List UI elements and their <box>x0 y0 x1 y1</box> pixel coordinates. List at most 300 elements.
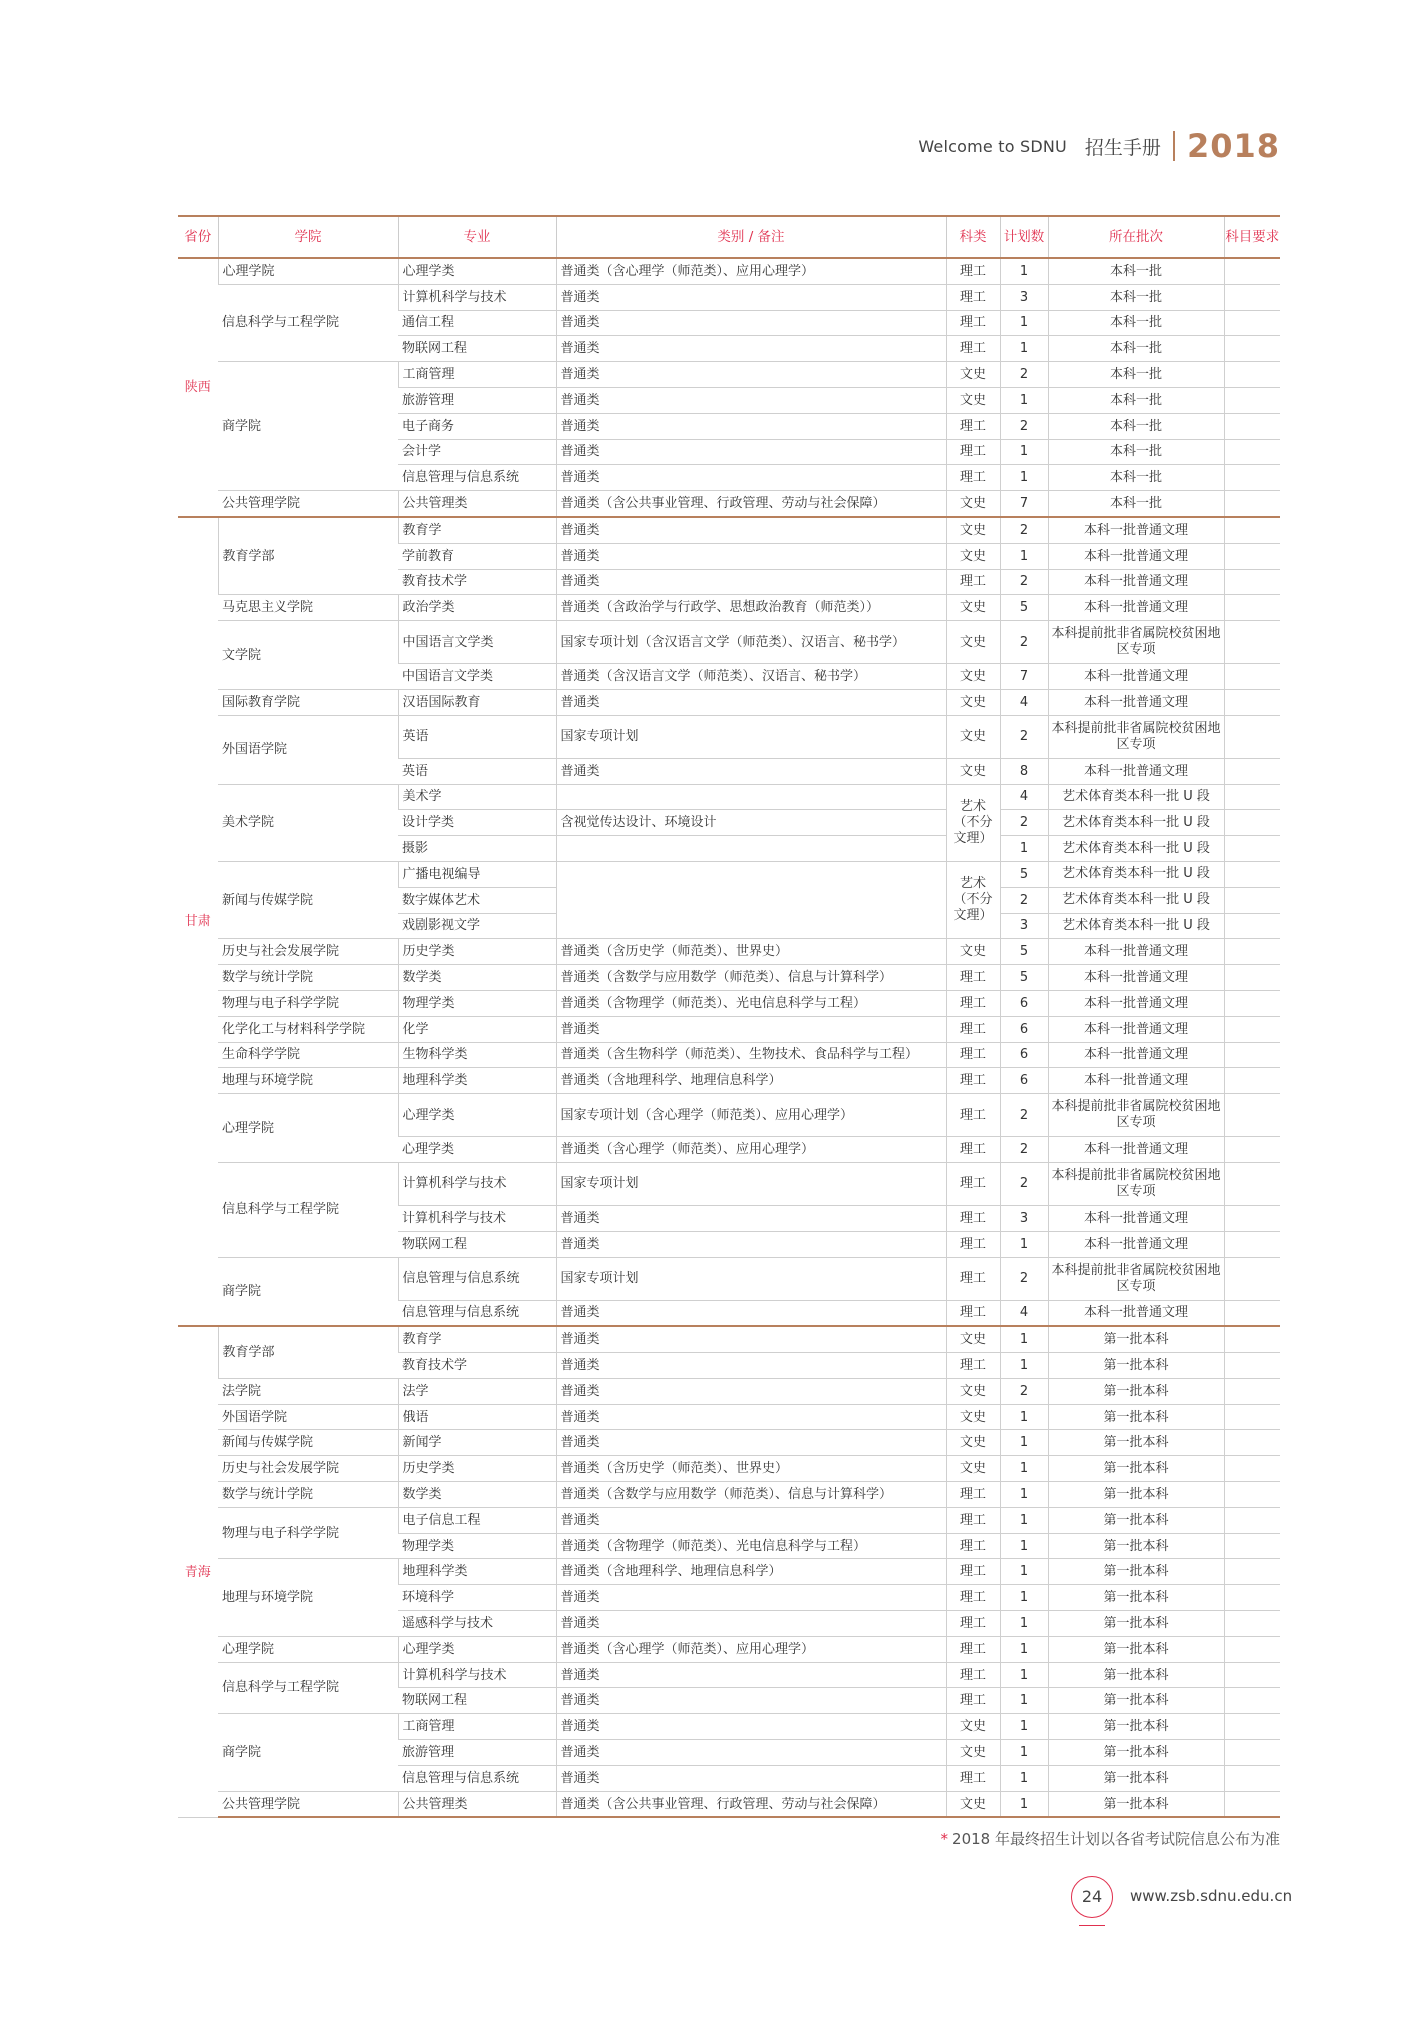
table-row <box>178 1016 1280 1042</box>
subject-requirement-cell <box>1224 836 1280 862</box>
plan-count-cell: 1 <box>1000 836 1048 862</box>
subject-type-cell: 文史 <box>946 387 1000 413</box>
major-cell: 地理科学类 <box>398 1559 556 1585</box>
major-cell: 美术学 <box>398 784 556 810</box>
plan-count-cell: 1 <box>1000 1353 1048 1379</box>
category-cell: 普通类 <box>556 569 946 595</box>
category-cell: 普通类 <box>556 1714 946 1740</box>
plan-count-cell: 7 <box>1000 491 1048 517</box>
plan-count-cell: 7 <box>1000 664 1048 690</box>
category-cell <box>556 836 946 862</box>
plan-count-cell: 3 <box>1000 913 1048 939</box>
table-row <box>178 861 1280 887</box>
major-cell: 中国语言文学类 <box>398 664 556 690</box>
subject-type-cell: 理工 <box>946 1205 1000 1231</box>
college-cell: 信息科学与工程学院 <box>218 1162 398 1257</box>
footnote-star: * <box>940 1830 949 1848</box>
subject-type-cell: 文史 <box>946 621 1000 664</box>
subject-type-cell: 理工 <box>946 465 1000 491</box>
subject-requirement-cell <box>1224 1765 1280 1791</box>
plan-count-cell: 2 <box>1000 413 1048 439</box>
subject-type-cell: 理工 <box>946 990 1000 1016</box>
subject-requirement-cell <box>1224 310 1280 336</box>
category-cell: 普通类（含地理科学、地理信息科学） <box>556 1559 946 1585</box>
subject-requirement-cell <box>1224 1482 1280 1508</box>
major-cell: 教育技术学 <box>398 569 556 595</box>
plan-count-cell: 2 <box>1000 569 1048 595</box>
table-body <box>178 258 1280 1817</box>
plan-count-cell: 1 <box>1000 1765 1048 1791</box>
table-row <box>178 1068 1280 1094</box>
major-cell: 工商管理 <box>398 1714 556 1740</box>
batch-cell: 第一批本科 <box>1048 1714 1224 1740</box>
category-cell: 普通类（含地理科学、地理信息科学） <box>556 1068 946 1094</box>
batch-cell: 第一批本科 <box>1048 1353 1224 1379</box>
batch-cell: 本科一批 <box>1048 336 1224 362</box>
plan-count-cell: 6 <box>1000 990 1048 1016</box>
batch-cell: 艺术体育类本科一批 U 段 <box>1048 861 1224 887</box>
subject-requirement-cell <box>1224 1404 1280 1430</box>
category-cell: 普通类 <box>556 1430 946 1456</box>
major-cell: 信息管理与信息系统 <box>398 1765 556 1791</box>
subject-type-cell: 文史 <box>946 1791 1000 1817</box>
table-row <box>178 258 1280 284</box>
category-cell: 普通类（含生物科学（师范类）、生物技术、食品科学与工程） <box>556 1042 946 1068</box>
category-cell: 普通类（含历史学（师范类）、世界史） <box>556 939 946 965</box>
plan-count-cell: 1 <box>1000 310 1048 336</box>
header-subject-requirements: 科目要求 <box>1224 216 1280 258</box>
plan-count-cell: 1 <box>1000 1456 1048 1482</box>
major-cell: 公共管理类 <box>398 1791 556 1817</box>
plan-count-cell: 1 <box>1000 387 1048 413</box>
table-row <box>178 1791 1280 1817</box>
subject-requirement-cell <box>1224 1162 1280 1205</box>
subject-requirement-cell <box>1224 543 1280 569</box>
batch-cell: 本科一批 <box>1048 284 1224 310</box>
header-college: 学院 <box>218 216 398 258</box>
header-category-notes: 类别 / 备注 <box>556 216 946 258</box>
batch-cell: 本科一批 <box>1048 258 1224 284</box>
subject-type-cell: 理工 <box>946 336 1000 362</box>
category-cell: 普通类（含公共事业管理、行政管理、劳动与社会保障） <box>556 491 946 517</box>
major-cell: 设计学类 <box>398 810 556 836</box>
major-cell: 心理学类 <box>398 1636 556 1662</box>
plan-count-cell: 5 <box>1000 939 1048 965</box>
table-row <box>178 1042 1280 1068</box>
subject-requirement-cell <box>1224 758 1280 784</box>
subject-requirement-cell <box>1224 913 1280 939</box>
subject-requirement-cell <box>1224 284 1280 310</box>
college-cell: 地理与环境学院 <box>218 1559 398 1636</box>
subject-type-cell: 理工 <box>946 1300 1000 1326</box>
plan-count-cell: 5 <box>1000 861 1048 887</box>
subject-requirement-cell <box>1224 1430 1280 1456</box>
province-cell: 甘肃 <box>178 517 218 1326</box>
subject-type-cell: 理工 <box>946 1765 1000 1791</box>
batch-cell: 本科一批 <box>1048 387 1224 413</box>
category-cell: 国家专项计划 <box>556 1257 946 1300</box>
batch-cell: 本科一批普通文理 <box>1048 517 1224 543</box>
subject-requirement-cell <box>1224 1137 1280 1163</box>
table-row <box>178 284 1280 310</box>
subject-requirement-cell <box>1224 1353 1280 1379</box>
category-cell: 普通类 <box>556 1507 946 1533</box>
major-cell: 心理学类 <box>398 1094 556 1137</box>
subject-requirement-cell <box>1224 1740 1280 1766</box>
batch-cell: 本科一批普通文理 <box>1048 1205 1224 1231</box>
batch-cell: 本科一批普通文理 <box>1048 1300 1224 1326</box>
college-cell: 公共管理学院 <box>218 491 398 517</box>
college-cell: 商学院 <box>218 362 398 491</box>
subject-requirement-cell <box>1224 362 1280 388</box>
plan-count-cell: 1 <box>1000 1231 1048 1257</box>
subject-requirement-cell <box>1224 1559 1280 1585</box>
category-cell: 普通类（含汉语言文学（师范类）、汉语言、秘书学） <box>556 664 946 690</box>
table-row <box>178 491 1280 517</box>
college-cell: 历史与社会发展学院 <box>218 939 398 965</box>
subject-requirement-cell <box>1224 990 1280 1016</box>
table-row <box>178 1714 1280 1740</box>
batch-cell: 第一批本科 <box>1048 1688 1224 1714</box>
plan-count-cell: 1 <box>1000 1791 1048 1817</box>
major-cell: 教育学 <box>398 1326 556 1352</box>
major-cell: 俄语 <box>398 1404 556 1430</box>
subject-requirement-cell <box>1224 1507 1280 1533</box>
subject-requirement-cell <box>1224 1636 1280 1662</box>
major-cell: 数学类 <box>398 1482 556 1508</box>
college-cell: 物理与电子科学学院 <box>218 1507 398 1559</box>
college-cell: 法学院 <box>218 1378 398 1404</box>
subject-type-cell: 理工 <box>946 569 1000 595</box>
batch-cell: 本科提前批非省属院校贫困地区专项 <box>1048 715 1224 758</box>
category-cell: 普通类 <box>556 1688 946 1714</box>
page-header <box>918 127 1280 165</box>
category-cell: 普通类（含心理学（师范类）、应用心理学） <box>556 1636 946 1662</box>
major-cell: 物联网工程 <box>398 1231 556 1257</box>
major-cell: 数字媒体艺术 <box>398 887 556 913</box>
plan-count-cell: 2 <box>1000 1094 1048 1137</box>
subject-requirement-cell <box>1224 784 1280 810</box>
footnote <box>941 1828 1280 1849</box>
plan-count-cell: 1 <box>1000 1482 1048 1508</box>
major-cell: 计算机科学与技术 <box>398 1662 556 1688</box>
table-row <box>178 1456 1280 1482</box>
batch-cell: 本科一批 <box>1048 491 1224 517</box>
subject-type-cell: 理工 <box>946 1559 1000 1585</box>
plan-count-cell: 4 <box>1000 1300 1048 1326</box>
category-cell: 国家专项计划（含汉语言文学（师范类）、汉语言、秘书学） <box>556 621 946 664</box>
plan-count-cell: 2 <box>1000 517 1048 543</box>
category-cell: 普通类 <box>556 517 946 543</box>
subject-type-cell: 理工 <box>946 1353 1000 1379</box>
major-cell: 新闻学 <box>398 1430 556 1456</box>
category-cell: 普通类 <box>556 1585 946 1611</box>
subject-type-cell: 理工 <box>946 1507 1000 1533</box>
footnote-text: 2018 年最终招生计划以各省考试院信息公布为准 <box>952 1830 1280 1848</box>
table-row <box>178 621 1280 664</box>
subject-type-cell: 文史 <box>946 1378 1000 1404</box>
plan-count-cell: 2 <box>1000 810 1048 836</box>
category-cell: 普通类 <box>556 1326 946 1352</box>
plan-count-cell: 1 <box>1000 1585 1048 1611</box>
major-cell: 遥感科学与技术 <box>398 1611 556 1637</box>
major-cell: 化学 <box>398 1016 556 1042</box>
college-cell: 外国语学院 <box>218 1404 398 1430</box>
subject-type-cell: 文史 <box>946 939 1000 965</box>
major-cell: 地理科学类 <box>398 1068 556 1094</box>
college-cell: 地理与环境学院 <box>218 1068 398 1094</box>
plan-count-cell: 1 <box>1000 1533 1048 1559</box>
subject-requirement-cell <box>1224 1257 1280 1300</box>
subject-requirement-cell <box>1224 1662 1280 1688</box>
plan-count-cell: 1 <box>1000 439 1048 465</box>
subject-type-cell: 理工 <box>946 1585 1000 1611</box>
major-cell: 历史学类 <box>398 1456 556 1482</box>
plan-count-cell: 4 <box>1000 689 1048 715</box>
subject-type-cell: 理工 <box>946 439 1000 465</box>
major-cell: 广播电视编导 <box>398 861 556 887</box>
batch-cell: 本科一批普通文理 <box>1048 595 1224 621</box>
table-row <box>178 517 1280 543</box>
subject-type-cell: 理工 <box>946 1094 1000 1137</box>
batch-cell: 第一批本科 <box>1048 1611 1224 1637</box>
subject-type-cell: 文史 <box>946 543 1000 569</box>
major-cell: 计算机科学与技术 <box>398 1205 556 1231</box>
subject-requirement-cell <box>1224 715 1280 758</box>
plan-count-cell: 2 <box>1000 1137 1048 1163</box>
header-major: 专业 <box>398 216 556 258</box>
subject-type-cell: 理工 <box>946 1636 1000 1662</box>
subject-type-cell: 理工 <box>946 965 1000 991</box>
plan-count-cell: 1 <box>1000 1611 1048 1637</box>
subject-type-cell: 理工 <box>946 1482 1000 1508</box>
table-row <box>178 1378 1280 1404</box>
batch-cell: 艺术体育类本科一批 U 段 <box>1048 887 1224 913</box>
batch-cell: 本科一批普通文理 <box>1048 990 1224 1016</box>
subject-requirement-cell <box>1224 621 1280 664</box>
batch-cell: 第一批本科 <box>1048 1662 1224 1688</box>
plan-count-cell: 2 <box>1000 621 1048 664</box>
plan-count-cell: 1 <box>1000 1430 1048 1456</box>
subject-type-cell: 文史 <box>946 491 1000 517</box>
plan-count-cell: 3 <box>1000 1205 1048 1231</box>
college-cell: 教育学部 <box>218 517 398 595</box>
batch-cell: 本科一批普通文理 <box>1048 1068 1224 1094</box>
category-cell: 普通类 <box>556 1611 946 1637</box>
subject-type-cell: 艺术（不分文理） <box>946 784 1000 861</box>
batch-cell: 艺术体育类本科一批 U 段 <box>1048 810 1224 836</box>
plan-count-cell: 3 <box>1000 284 1048 310</box>
major-cell: 心理学类 <box>398 1137 556 1163</box>
subject-requirement-cell <box>1224 1378 1280 1404</box>
category-cell <box>556 861 946 938</box>
table-row <box>178 965 1280 991</box>
category-cell: 普通类 <box>556 387 946 413</box>
college-cell: 心理学院 <box>218 1636 398 1662</box>
major-cell: 物理学类 <box>398 1533 556 1559</box>
table-row <box>178 939 1280 965</box>
college-cell: 公共管理学院 <box>218 1791 398 1817</box>
category-cell: 普通类 <box>556 1765 946 1791</box>
plan-count-cell: 1 <box>1000 1559 1048 1585</box>
category-cell: 普通类（含物理学（师范类）、光电信息科学与工程） <box>556 1533 946 1559</box>
batch-cell: 第一批本科 <box>1048 1482 1224 1508</box>
major-cell: 公共管理类 <box>398 491 556 517</box>
college-cell: 商学院 <box>218 1257 398 1326</box>
major-cell: 通信工程 <box>398 310 556 336</box>
subject-type-cell: 理工 <box>946 1068 1000 1094</box>
batch-cell: 第一批本科 <box>1048 1765 1224 1791</box>
subject-type-cell: 文史 <box>946 1714 1000 1740</box>
major-cell: 信息管理与信息系统 <box>398 465 556 491</box>
batch-cell: 本科提前批非省属院校贫困地区专项 <box>1048 1094 1224 1137</box>
enrollment-plan-table <box>178 215 1280 1818</box>
plan-count-cell: 1 <box>1000 336 1048 362</box>
subject-type-cell: 文史 <box>946 715 1000 758</box>
batch-cell: 本科一批普通文理 <box>1048 758 1224 784</box>
college-cell: 数学与统计学院 <box>218 965 398 991</box>
plan-count-cell: 6 <box>1000 1042 1048 1068</box>
batch-cell: 第一批本科 <box>1048 1456 1224 1482</box>
subject-type-cell: 艺术（不分文理） <box>946 861 1000 938</box>
batch-cell: 本科一批普通文理 <box>1048 569 1224 595</box>
plan-count-cell: 1 <box>1000 1326 1048 1352</box>
header-batch: 所在批次 <box>1048 216 1224 258</box>
subject-requirement-cell <box>1224 465 1280 491</box>
province-cell: 青海 <box>178 1326 218 1817</box>
table-row <box>178 1094 1280 1137</box>
subject-type-cell: 文史 <box>946 362 1000 388</box>
subject-type-cell: 文史 <box>946 1456 1000 1482</box>
subject-requirement-cell <box>1224 1456 1280 1482</box>
plan-count-cell: 1 <box>1000 543 1048 569</box>
major-cell: 中国语言文学类 <box>398 621 556 664</box>
college-cell: 心理学院 <box>218 1094 398 1163</box>
batch-cell: 本科一批普通文理 <box>1048 1042 1224 1068</box>
batch-cell: 艺术体育类本科一批 U 段 <box>1048 913 1224 939</box>
category-cell: 普通类 <box>556 284 946 310</box>
plan-count-cell: 5 <box>1000 965 1048 991</box>
subject-requirement-cell <box>1224 491 1280 517</box>
plan-count-cell: 1 <box>1000 1688 1048 1714</box>
batch-cell: 本科提前批非省属院校贫困地区专项 <box>1048 1257 1224 1300</box>
major-cell: 学前教育 <box>398 543 556 569</box>
plan-count-cell: 1 <box>1000 1740 1048 1766</box>
subject-requirement-cell <box>1224 861 1280 887</box>
table-row <box>178 1507 1280 1533</box>
batch-cell: 本科一批 <box>1048 362 1224 388</box>
subject-type-cell: 文史 <box>946 517 1000 543</box>
subject-type-cell: 文史 <box>946 664 1000 690</box>
major-cell: 电子商务 <box>398 413 556 439</box>
college-cell: 新闻与传媒学院 <box>218 1430 398 1456</box>
plan-count-cell: 2 <box>1000 1257 1048 1300</box>
plan-count-cell: 1 <box>1000 1507 1048 1533</box>
batch-cell: 第一批本科 <box>1048 1430 1224 1456</box>
batch-cell: 第一批本科 <box>1048 1378 1224 1404</box>
college-cell: 信息科学与工程学院 <box>218 1662 398 1714</box>
major-cell: 生物科学类 <box>398 1042 556 1068</box>
table-header-row <box>178 216 1280 258</box>
category-cell: 普通类 <box>556 1353 946 1379</box>
category-cell: 普通类 <box>556 1205 946 1231</box>
table-row <box>178 1257 1280 1300</box>
major-cell: 教育学 <box>398 517 556 543</box>
subject-type-cell: 理工 <box>946 258 1000 284</box>
major-cell: 信息管理与信息系统 <box>398 1300 556 1326</box>
subject-requirement-cell <box>1224 689 1280 715</box>
table-row <box>178 1162 1280 1205</box>
category-cell: 普通类 <box>556 465 946 491</box>
batch-cell: 本科一批普通文理 <box>1048 965 1224 991</box>
subject-requirement-cell <box>1224 1042 1280 1068</box>
college-cell: 心理学院 <box>218 258 398 284</box>
major-cell: 政治学类 <box>398 595 556 621</box>
table-row <box>178 1430 1280 1456</box>
plan-count-cell: 1 <box>1000 1636 1048 1662</box>
subject-type-cell: 文史 <box>946 1740 1000 1766</box>
table-row <box>178 1662 1280 1688</box>
province-cell: 陕西 <box>178 258 218 517</box>
subject-type-cell: 理工 <box>946 1042 1000 1068</box>
batch-cell: 本科一批普通文理 <box>1048 543 1224 569</box>
table-row <box>178 1482 1280 1508</box>
category-cell: 普通类 <box>556 362 946 388</box>
category-cell: 普通类（含数学与应用数学（师范类）、信息与计算科学） <box>556 1482 946 1508</box>
college-cell: 历史与社会发展学院 <box>218 1456 398 1482</box>
subject-type-cell: 理工 <box>946 413 1000 439</box>
major-cell: 摄影 <box>398 836 556 862</box>
subject-requirement-cell <box>1224 1300 1280 1326</box>
plan-count-cell: 1 <box>1000 1662 1048 1688</box>
category-cell: 普通类 <box>556 758 946 784</box>
subject-requirement-cell <box>1224 1688 1280 1714</box>
major-cell: 电子信息工程 <box>398 1507 556 1533</box>
subject-requirement-cell <box>1224 965 1280 991</box>
batch-cell: 第一批本科 <box>1048 1636 1224 1662</box>
table-row <box>178 784 1280 810</box>
subject-type-cell: 理工 <box>946 1016 1000 1042</box>
category-cell: 普通类（含心理学（师范类）、应用心理学） <box>556 258 946 284</box>
category-cell: 普通类 <box>556 439 946 465</box>
major-cell: 工商管理 <box>398 362 556 388</box>
subject-requirement-cell <box>1224 1585 1280 1611</box>
subject-type-cell: 理工 <box>946 1662 1000 1688</box>
plan-count-cell: 4 <box>1000 784 1048 810</box>
table-row <box>178 1326 1280 1352</box>
subject-requirement-cell <box>1224 336 1280 362</box>
college-cell: 信息科学与工程学院 <box>218 284 398 361</box>
plan-count-cell: 2 <box>1000 715 1048 758</box>
major-cell: 计算机科学与技术 <box>398 284 556 310</box>
category-cell: 国家专项计划 <box>556 715 946 758</box>
year-label: 2018 <box>1186 127 1280 165</box>
major-cell: 物联网工程 <box>398 1688 556 1714</box>
table-row <box>178 689 1280 715</box>
major-cell: 物联网工程 <box>398 336 556 362</box>
major-cell: 会计学 <box>398 439 556 465</box>
category-cell: 普通类 <box>556 1662 946 1688</box>
college-cell: 生命科学学院 <box>218 1042 398 1068</box>
college-cell: 国际教育学院 <box>218 689 398 715</box>
subject-requirement-cell <box>1224 1714 1280 1740</box>
subject-type-cell: 理工 <box>946 1688 1000 1714</box>
header-province: 省份 <box>178 216 218 258</box>
category-cell: 普通类（含物理学（师范类）、光电信息科学与工程） <box>556 990 946 1016</box>
batch-cell: 本科提前批非省属院校贫困地区专项 <box>1048 621 1224 664</box>
batch-cell: 艺术体育类本科一批 U 段 <box>1048 836 1224 862</box>
category-cell: 普通类 <box>556 1740 946 1766</box>
